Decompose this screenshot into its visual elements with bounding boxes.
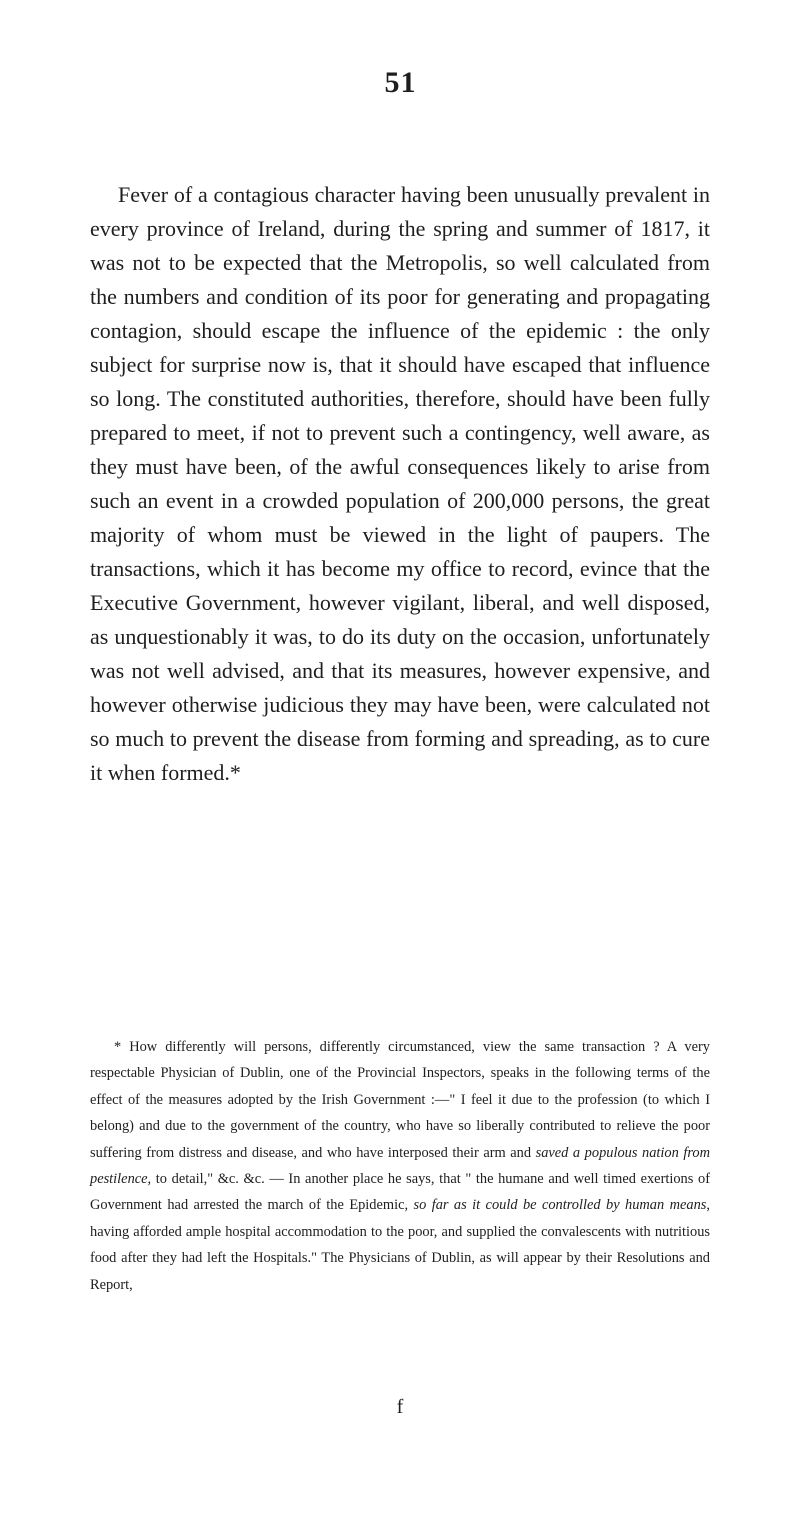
footnote-italic: saved a populous nation from pestilence — [90, 1144, 710, 1188]
page-number: 51 — [384, 66, 417, 99]
footnote-italic: so far as it could be controlled by human means — [413, 1197, 707, 1214]
signature-mark: f — [396, 1396, 404, 1418]
footnote-text: , having afforded ample hospital accommodation to the poor, and supplied the convalescents with nutritious food after they had left the Hospitals." The Physicians of Dublin, as will appear by their Resolutions and Report, — [90, 1197, 710, 1293]
footnote-text: * How differently will persons, differently circumstanced, view the same transaction ? A very respectable Physician of Dublin, one of the Provincial Inspectors, speaks in the following terms of the effect of the measures adopted by the Irish Government :—" I feel it due to the profession (to which I belong) and due to the government of the country, who have so liberally contributed to relieve the poor suffering from distress and disease, and who have interposed their arm and — [90, 1039, 710, 1161]
footnote-text: , to detail," &c. &c. — In another place he says, that " the humane and well timed exertions of Government had arrested the march of the Epidemic, — [90, 1171, 710, 1214]
footnote — [90, 1034, 710, 1298]
body-paragraph: Fever of a contagious character having been unusually prevalent in every province of Ireland, during the spring and summer of 1817, it was not to be expected that the Metropolis, so well calculated from the numbers and condition of its poor for generating and propagating contagion, should escape the influence of the epidemic : the only subject for surprise now is, that it should have escaped that influence so long. The constituted authorities, therefore, should have been fully prepared to meet, if not to prevent such a contingency, well aware, as they must have been, of the awful consequences likely to arise from such an event in a crowded population of 200,000 persons, the great majority of whom must be viewed in the light of paupers. The transactions, which it has become my office to record, evince that the Executive Government, however vigilant, liberal, and well disposed, as unquestionably it was, to do its duty on the occasion, unfortunately was not well advised, and that its measures, however expensive, and however otherwise judicious they may have been, were calculated not so much to prevent the disease from forming and spreading, as to cure it when formed.* — [90, 182, 710, 785]
